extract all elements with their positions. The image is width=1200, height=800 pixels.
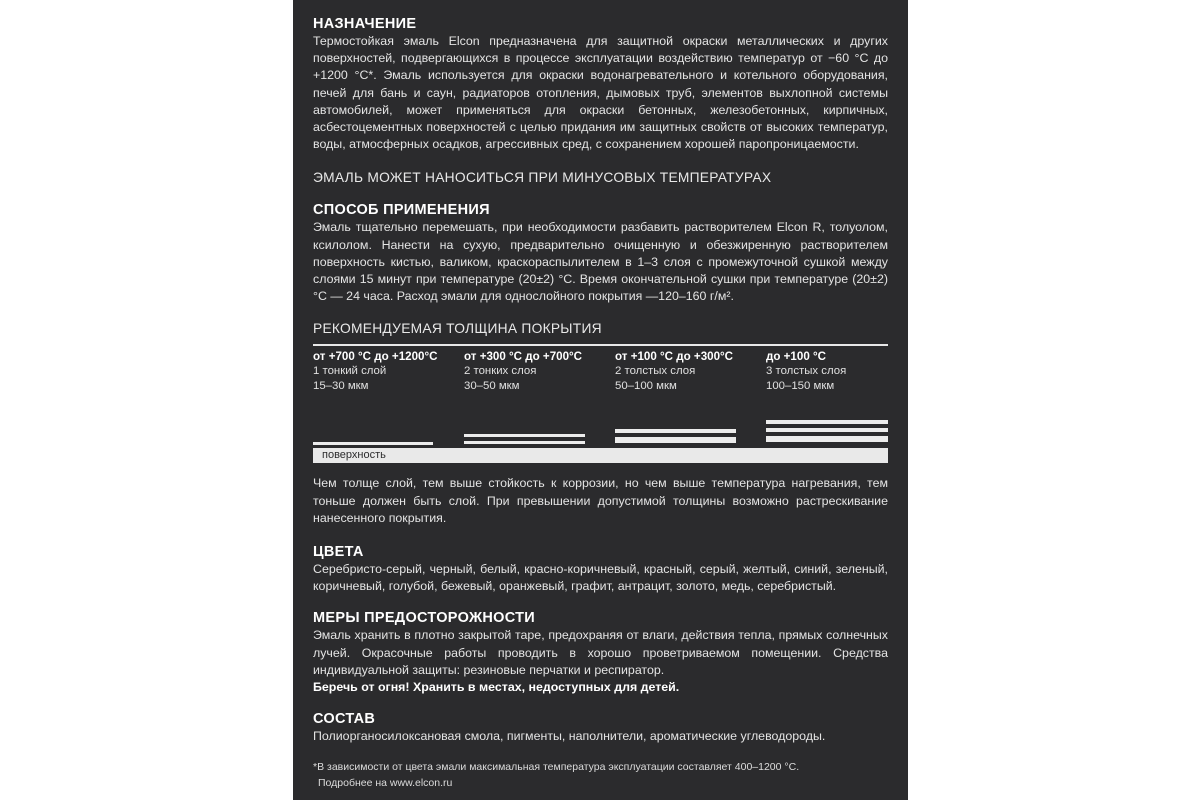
- temperature-range: от +300 °С до +700°С: [464, 350, 583, 364]
- purpose-text: Термостойкая эмаль Elcon предназначена для защитной окраски металлических и других поверхностей, подвергающихся в процессе эксплуатации воздействию температур от −60 °С до +1200 °С*. Эмаль используется для окраски водонагревательного и котельного оборудования, печей для бань и саун, радиаторов отопления, дымовых труб, элементов выхлопной системы автомобилей, может применяться для окраски бетонных, железобетонных, кирпичных, асбестоцементных поверхностей с целью придания им защитных свойств от высоких температур, воды, атмосферных осадков, агрессивных сред, с сохранением хорошей паропроницаемости.: [313, 34, 888, 152]
- coating-layer: [464, 441, 585, 444]
- temperature-range: от +100 °С до +300°С: [615, 350, 734, 364]
- precautions-warning: Беречь от огня! Хранить в местах, недоступных для детей.: [313, 680, 680, 695]
- composition-heading: СОСТАВ: [313, 711, 376, 728]
- minus-temperature-note: ЭМАЛЬ МОЖЕТ НАНОСИТЬСЯ ПРИ МИНУСОВЫХ ТЕМПЕРАТУРАХ: [313, 170, 772, 186]
- coating-layer: [766, 420, 888, 424]
- thickness-column: [313, 350, 443, 393]
- panel-content: [313, 15, 888, 791]
- surface-bar: поверхность: [313, 448, 888, 463]
- coating-layer: [313, 442, 433, 445]
- colors-text: Серебристо-серый, черный, белый, красно-коричневый, красный, серый, желтый, синий, зеленый, коричневый, голубой, бежевый, оранжевый, графит, антрацит, золото, медь, серебристый.: [313, 562, 888, 594]
- coating-layers-diagram: [313, 426, 888, 448]
- thickness-microns: 50–100 мкм: [615, 379, 677, 392]
- layer-description: 2 тонких слоя: [464, 365, 537, 378]
- thickness-microns: 100–150 мкм: [766, 379, 835, 392]
- precautions-heading: МЕРЫ ПРЕДОСТОРОЖНОСТИ: [313, 610, 536, 627]
- layer-description: 3 толстых слоя: [766, 365, 847, 378]
- coating-layer: [615, 429, 736, 433]
- thickness-column: [464, 350, 594, 393]
- coating-layer: [464, 434, 585, 437]
- thickness-column: [766, 350, 896, 393]
- thickness-table: [313, 350, 888, 422]
- precautions-text: Эмаль хранить в плотно закрытой таре, предохраняя от влаги, действия тепла, прямых солнечных лучей. Окрасочные работы проводить в хорошо проветриваемом помещении. Средства индивидуальной защиты: резиновые перчатки и респиратор.: [313, 628, 888, 677]
- coating-layer: [766, 428, 888, 432]
- website-link: Подробнее на www.elcon.ru: [318, 777, 453, 790]
- temperature-range: до +100 °С: [766, 350, 827, 364]
- coating-layer: [615, 437, 736, 443]
- footnote: *В зависимости от цвета эмали максимальная температура эксплуатации составляет 400–1200 °С.: [313, 761, 800, 774]
- layer-description: 1 тонкий слой: [313, 365, 387, 378]
- thickness-note: Чем толще слой, тем выше стойкость к коррозии, но чем выше температура нагревания, тем тоньше должен быть слой. При превышении допустимой толщины возможно растрескивание нанесенного покрытия.: [313, 476, 888, 525]
- product-info-panel: [293, 0, 908, 800]
- temperature-range: от +700 °С до +1200°С: [313, 350, 438, 364]
- application-text: Эмаль тщательно перемешать, при необходимости разбавить растворителем Elcon R, толуолом, ксилолом. Нанести на сухую, предварительно очищенную и обезжиренную растворителем поверхность кистью, валиком, краскораспылителем в 1–3 слоя с промежуточной сушкой между слоями 15 минут при температуре (20±2) °С. Время окончательной сушки при температуре (20±2) °С — 24 часа. Расход эмали для однослойного покрытия —120–160 г/м².: [313, 220, 888, 304]
- thickness-microns: 30–50 мкм: [464, 379, 520, 392]
- layer-description: 2 толстых слоя: [615, 365, 696, 378]
- thickness-column: [615, 350, 745, 393]
- thickness-heading: РЕКОМЕНДУЕМАЯ ТОЛЩИНА ПОКРЫТИЯ: [313, 321, 602, 337]
- coating-layer: [766, 436, 888, 442]
- purpose-heading: НАЗНАЧЕНИЕ: [313, 16, 417, 32]
- colors-heading: ЦВЕТА: [313, 544, 364, 561]
- thickness-divider: [313, 344, 888, 346]
- composition-text: Полиорганосилоксановая смола, пигменты, наполнители, ароматические углеводороды.: [313, 729, 826, 744]
- thickness-microns: 15–30 мкм: [313, 379, 369, 392]
- application-heading: СПОСОБ ПРИМЕНЕНИЯ: [313, 202, 490, 219]
